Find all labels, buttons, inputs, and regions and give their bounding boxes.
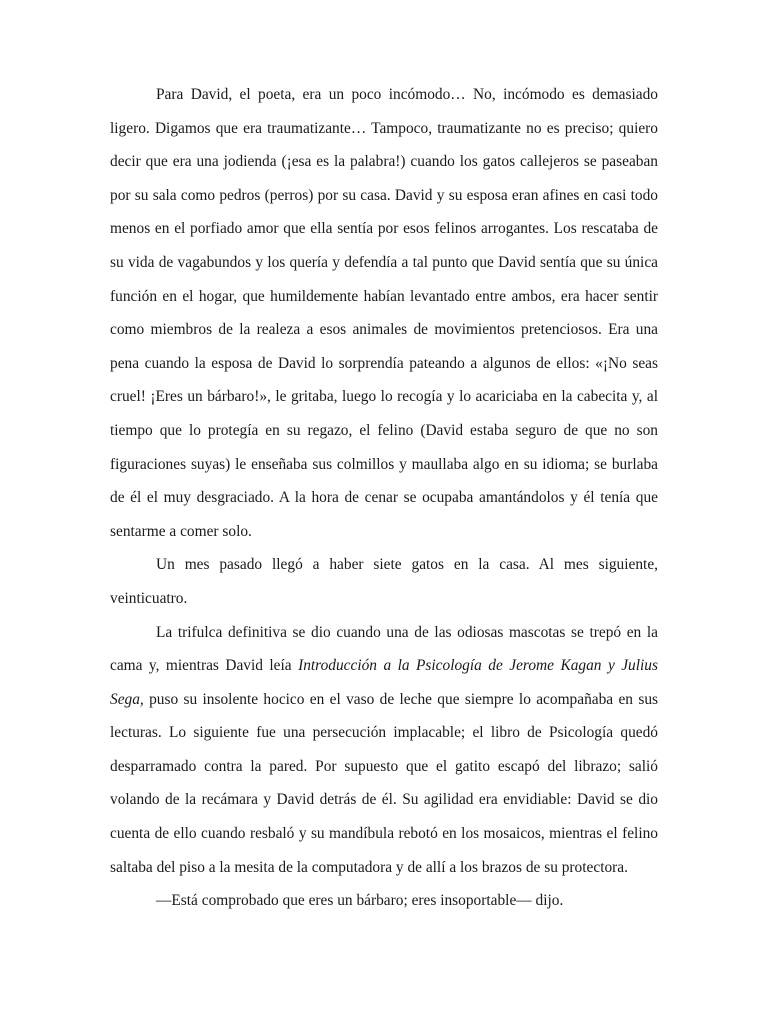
paragraph-3 [110,616,658,885]
paragraph-3-text-before: La trifulca definitiva se dio cuando una de las odiosas mascotas se trepó en la cama y, mientras David leía [110,623,658,675]
paragraph-2: Un mes pasado llegó a haber siete gatos en la casa. Al mes siguiente, veinticuatro. [110,556,658,607]
paragraph-3-text-after: puso su insolente hocico en el vaso de leche que siempre lo acompañaba en sus lecturas. Lo siguiente fue una persecución implacable; el libro de Psicología quedó desparramado contra la pared. Por supuesto que el gatito escapó del librazo; salió volando de la recámara y David detrás de él. Su agilidad era envidiable: David se dio cuenta de ello cuando resbaló y su mandíbula rebotó en los mosaicos, mientras el felino saltaba del piso a la mesita de la computadora y de allí a los brazos de su protectora. [110,690,658,876]
document-page [110,78,658,918]
paragraph-4-dialogue: —Está comprobado que eres un bárbaro; eres insoportable— dijo. [156,892,564,910]
book-title: Introducción a la Psicología de Jerome Kagan y Julius Sega, [110,657,658,708]
paragraph-1: Para David, el poeta, era un poco incómodo… No, incómodo es demasiado ligero. Digamos que era traumatizante… Tampoco, traumatizante no es preciso; quiero decir que era una jodienda (¡esa es la palabra!) cuando los gatos callejeros se paseaban por su sala como pedros (perros) por su casa. David y su esposa eran afines en casi todo menos en el porfiado amor que ella sentía por esos felinos arrogantes. Los rescataba de su vida de vagabundos y los quería y defendía a tal punto que David sentía que su única función en el hogar, que humildemente habían levantado entre ambos, era hacer sentir como miembros de la realeza a esos animales de movimientos pretenciosos. Era una pena cuando la esposa de David lo sorprendía pateando a algunos de ellos: «¡No seas cruel! ¡Eres un bárbaro!», le gritaba, luego lo recogía y lo acariciaba en la cabecita y, al tiempo que lo protegía en su regazo, el felino (David estaba seguro de que no son figuraciones suyas) le enseñaba sus colmillos y maullaba algo en su idioma; se burlaba de él el muy desgraciado. A la hora de cenar se ocupaba amantándolos y él tenía que sentarme a comer solo. [110,86,658,540]
